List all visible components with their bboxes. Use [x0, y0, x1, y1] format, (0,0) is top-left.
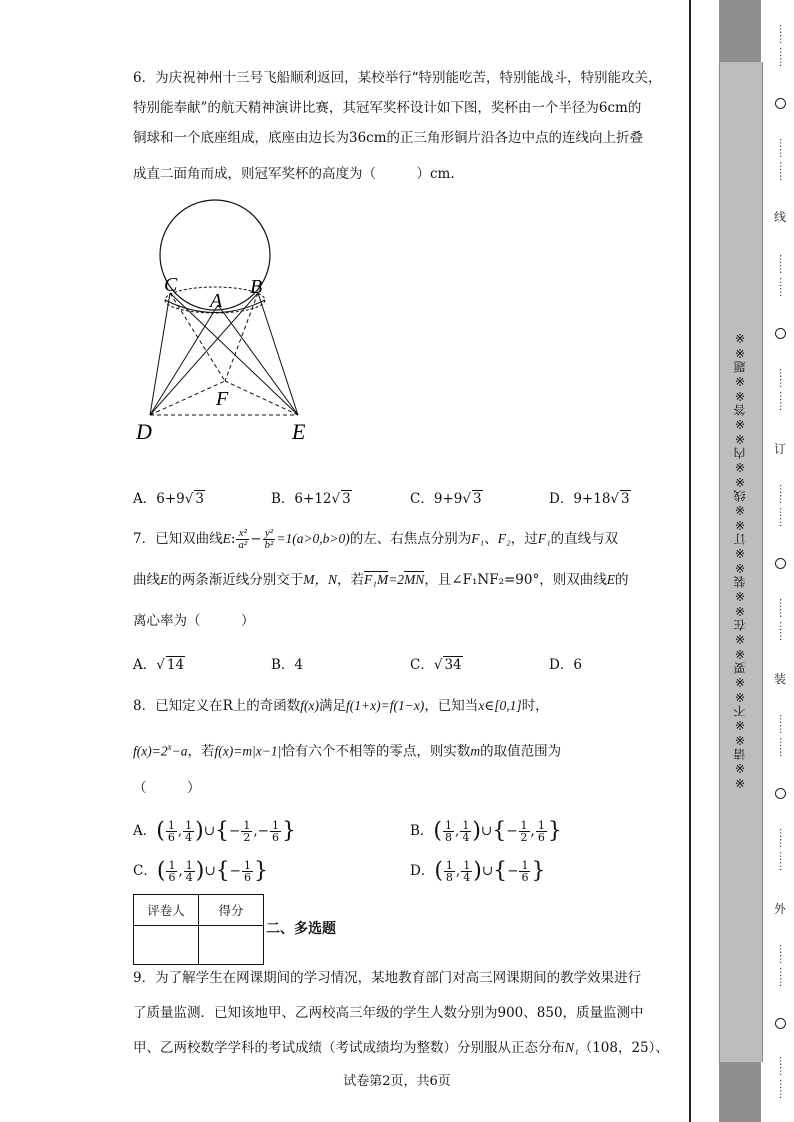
q8-line3: （ ）	[133, 780, 201, 796]
q7-option-c[interactable]: C．√ 34	[410, 657, 462, 673]
q9-line3: 甲、乙两校数学学科的考试成绩（考试成绩均为整数）分别服从正态分布N₁（108，25）、	[133, 1040, 669, 1056]
label-a: A	[210, 290, 223, 312]
circle-mark	[775, 328, 786, 339]
dots: …… ……	[777, 828, 788, 872]
edge-ef	[225, 381, 298, 415]
option-letter: B．	[271, 491, 295, 507]
q8-line1: 8．已知定义在R上的奇函数f(x)满足f(1+x)=f(1−x)，已知当x∈[0,1]时，	[133, 698, 549, 714]
q7-colon: :	[230, 531, 236, 547]
q6-line2: 特别能奉献”的航天精神演讲比赛，其冠军奖杯设计如下图，奖杯由一个半径为6cm的	[133, 100, 642, 116]
option-value: 6+9	[156, 491, 185, 507]
option-radicand: 3	[195, 491, 204, 507]
q7-line2: 曲线E的两条渐近线分别交于M，N，若F₁M=2MN，且∠F₁NF₂=90°，则双曲线E的	[133, 572, 629, 588]
mark-line: 线	[773, 210, 786, 224]
edge-ad	[150, 305, 218, 415]
circle-mark	[775, 558, 786, 569]
q7-option-b[interactable]: B．4	[271, 657, 304, 673]
dots: …… ……	[777, 253, 788, 298]
binding-cap-top	[719, 0, 761, 62]
circle-mark	[775, 1018, 786, 1029]
q6-option-d[interactable]: D．9+18√ 3	[549, 491, 630, 507]
q8-option-c[interactable]: C．( $\frac{1}{6}$ , $\frac{1}{4}$ )∪{− $\frac{1}{6}$ }	[133, 858, 268, 884]
mark-wai: 外	[773, 902, 786, 916]
q7-condition: =1(a>0,b>0)	[276, 531, 350, 546]
q9-line2: 了质量监测．已知该地甲、乙两校高三年级的学生人数分别为900、850，质量监测中	[133, 1005, 644, 1021]
binding-cap-bottom	[719, 1062, 761, 1122]
dots: …… ……	[777, 598, 788, 642]
option-value: 9+9	[433, 491, 463, 507]
dots: …… ……	[777, 1055, 788, 1100]
section-title: 二、多选题	[266, 921, 336, 937]
q8-option-b[interactable]: B．( $\frac{1}{8}$ , $\frac{1}{4}$ )∪{− $\frac{1}{2}$ , $\frac{1}{6}$ }	[410, 818, 562, 844]
circle-mark	[775, 788, 786, 799]
grader-header: 评卷人	[134, 895, 199, 926]
option-letter: C．	[410, 491, 434, 507]
edge-cd	[150, 293, 170, 415]
score-header: 得分	[199, 895, 264, 926]
edge-df	[150, 381, 225, 415]
label-f: F	[216, 388, 229, 410]
binding-warning: ※※请※※不※※要※※在※※装※※订※※线※※内※※答※※题※※	[733, 330, 747, 790]
score-cell	[199, 926, 264, 965]
score-box	[133, 894, 264, 965]
q7-frac-x: $\frac{\text{x²}}{\text{a²}}$	[238, 527, 248, 551]
q8-option-a[interactable]: A．( $\frac{1}{6}$ , $\frac{1}{4}$ )∪{− $\frac{1}{2}$ ,− $\frac{1}{6}$ }	[133, 818, 296, 844]
mark-ding: 订	[773, 442, 786, 456]
dots: …… ……	[777, 944, 788, 988]
label-d: D	[136, 419, 152, 444]
edge-bd	[150, 293, 258, 415]
label-c: C	[164, 274, 178, 296]
q6-line1: 6．为庆祝神州十三号飞船顺利返回，某校举行“特别能吃苦，特别能战斗，特别能攻关，	[133, 70, 662, 86]
edge-ae	[218, 305, 298, 415]
option-letter: D．	[549, 491, 574, 507]
option-radicand: 3	[342, 491, 351, 507]
q8-line2: $f(x)=2^x-a$，若f(x)=m|x−1|恰有六个不相等的零点，则实数m的取值范围为	[133, 742, 562, 760]
dots: …… ……	[777, 714, 788, 758]
dots: …… ……	[777, 24, 788, 68]
dots: …… ……	[777, 138, 788, 182]
option-radicand: 3	[621, 491, 630, 507]
edge-be	[258, 293, 298, 415]
q6-line3: 铜球和一个底座组成，底座由边长为36cm的正三角形铜片沿各边中点的连线向上折叠	[133, 130, 644, 146]
q7-line3: 离心率为（ ）	[133, 613, 255, 629]
q7-line1: 7．已知双曲线E: $\frac{\text{x²}}{\text{a²}}$ − $\frac{\text{y²}}{\text{b²}}$ =1(a>0,b>0)的左、右焦点分别为F₁、F₂，过F₁的直线与双	[133, 527, 619, 551]
q9-line1: 9．为了解学生在网课期间的学习情况，某地教育部门对高三网课期间的教学效果进行	[133, 970, 642, 986]
dots: …… ……	[777, 484, 788, 528]
circle-mark	[775, 98, 786, 109]
binding-divider	[689, 0, 691, 1122]
trophy-figure	[130, 195, 330, 450]
dots: …… ……	[777, 368, 788, 412]
q7-frac-y: $\frac{\text{y²}}{\text{b²}}$	[264, 527, 274, 551]
q7-curve-name: E	[222, 531, 231, 546]
q8-symmetry-eq: f(1+x)=f(1−x)	[346, 698, 425, 713]
option-letter: A．	[133, 491, 157, 507]
q8-zero-eq: f(x)=m|x−1|	[214, 743, 282, 759]
option-value: 9+18	[573, 491, 611, 507]
label-e: E	[292, 419, 306, 444]
q7-text: 7．已知双曲线	[133, 531, 223, 547]
q6-option-a[interactable]: A．6+9√ 3	[133, 491, 204, 507]
q6-options	[133, 487, 673, 509]
option-radicand: 3	[472, 491, 482, 507]
cut-line	[773, 0, 787, 1122]
q6-option-c[interactable]: C．9+9√ 3	[410, 491, 482, 507]
q6-option-b[interactable]: B．6+12√ 3	[271, 491, 351, 507]
mark-zhuang: 装	[773, 672, 786, 686]
vector-mn: MN	[404, 572, 425, 587]
label-b: B	[250, 276, 263, 298]
q7-options	[133, 653, 673, 675]
grader-cell	[134, 926, 199, 965]
q8-option-d[interactable]: D．( $\frac{1}{8}$ , $\frac{1}{4}$ )∪{− $\frac{1}{6}$ }	[410, 858, 546, 884]
q7-option-d[interactable]: D．6	[549, 657, 582, 673]
q6-line4: 成直二面角而成，则冠军奖杯的高度为（ ）cm.	[133, 166, 455, 182]
q7-option-a[interactable]: A．√ 14	[133, 657, 185, 673]
vector-f1m: F₁M	[364, 572, 389, 587]
option-value: 6+12	[294, 491, 332, 507]
page-footer: 试卷第2页，共6页	[343, 1074, 451, 1089]
